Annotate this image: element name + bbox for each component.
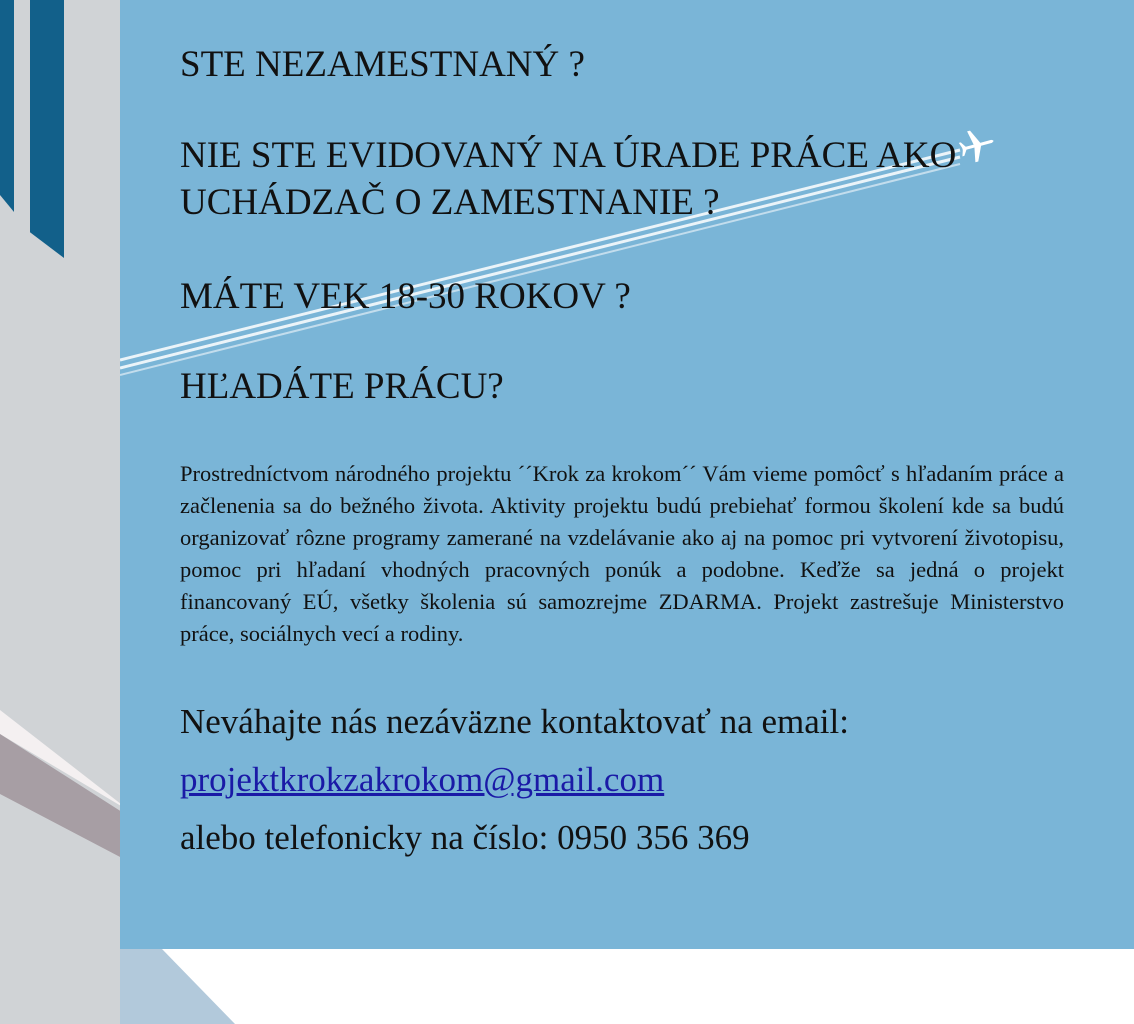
- heading-unemployed: STE NEZAMESTNANÝ ?: [180, 44, 585, 85]
- heading-age: MÁTE VEK 18-30 ROKOV ?: [180, 276, 631, 317]
- email-link[interactable]: projektkrokzakrokom@gmail.com: [180, 760, 665, 799]
- decor-bar-1: [0, 0, 14, 212]
- decor-bar-2: [30, 0, 64, 258]
- heading-looking-for-work: HĽADÁTE PRÁCU?: [180, 366, 504, 407]
- left-decor-strip: [0, 0, 120, 1024]
- project-description: Prostredníctvom národného projektu ´´Krok za krokom´´ Vám vieme pomôcť s hľadaním práce a začlenenia sa do bežného života. Aktivity projektu budú prebiehať formou školení kde sa budú organizovať rôzne programy zamerané na vzdelávanie ako aj na pomoc pri vytvorení životopisu, pomoc pri hľadaní vhodných pracovných ponúk a podobne. Keďže sa jedná o projekt financovaný EÚ, všetky školenia sú samozrejme ZDARMA. Projekt zastrešuje Ministerstvo práce, sociálnych vecí a rodiny.: [180, 461, 1064, 646]
- bottom-corner-decor: [120, 949, 240, 1024]
- heading-not-registered: NIE STE EVIDOVANÝ NA ÚRADE PRÁCE AKO UCHÁDZAČ O ZAMESTNANIE ?: [180, 135, 957, 223]
- contact-intro: Neváhajte nás nezáväzne kontaktovať na email:: [180, 702, 849, 741]
- phone-line: alebo telefonicky na číslo: 0950 356 369: [180, 818, 750, 857]
